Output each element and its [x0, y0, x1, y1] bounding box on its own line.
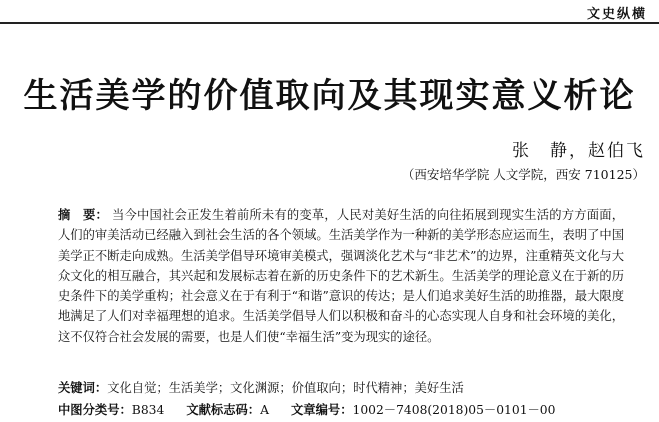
keywords-text: 文化自觉；生活美学；文化渊源；价值取向；时代精神；美好生活 — [107, 381, 464, 395]
clc-value: B834 — [131, 403, 165, 417]
classification-line — [58, 400, 555, 418]
abstract — [58, 205, 624, 347]
doc-code-value: A — [260, 403, 269, 417]
clc-label: 中图分类号： — [58, 403, 132, 417]
header-rule — [0, 22, 659, 24]
authors: 张 静，赵伯飞 — [512, 141, 645, 161]
keywords-label: 关键词： — [58, 381, 108, 395]
affiliation: （西安培华学院 人文学院，西安 710125） — [401, 167, 645, 182]
doc-code-label: 文献标志码： — [186, 403, 261, 417]
keywords — [58, 378, 464, 396]
article-number-label: 文章编号： — [291, 403, 353, 417]
section-label: 文史纵横 — [586, 7, 647, 22]
article-title: 生活美学的价值取向及其现实意义析论 — [23, 76, 636, 116]
abstract-text: 当今中国社会正发生着前所未有的变革，人民对美好生活的向往拓展到现实生活的方方面面，人们的审美活动已经融入到社会生活的各个领域。生活美学作为一种新的美学形态应运而生，表明了中国美学正不断走向成熟。生活美学倡导环境审美模式，强调淡化艺术与“非艺术”的边界，注重精英文化与大众文化的相互融合，其兴起和发展标志着在新的历史条件下的艺术新生。生活美学的理论意义在于新的历史条件下的美学重构；社会意义在于有利于“和谐”意识的传达；是人们追求美好生活的助推器，最大限度地满足了人们对幸福理想的追求。生活美学倡导人们以积极和奋斗的心态实现人自身和社会环境的美化，这不仅符合社会发展的需要，也是人们使“幸福生活”变为现实的途径。 — [58, 208, 624, 344]
article-number-value: 1002－7408(2018)05－0101－00 — [352, 403, 556, 417]
abstract-label: 摘 要： — [58, 208, 108, 222]
